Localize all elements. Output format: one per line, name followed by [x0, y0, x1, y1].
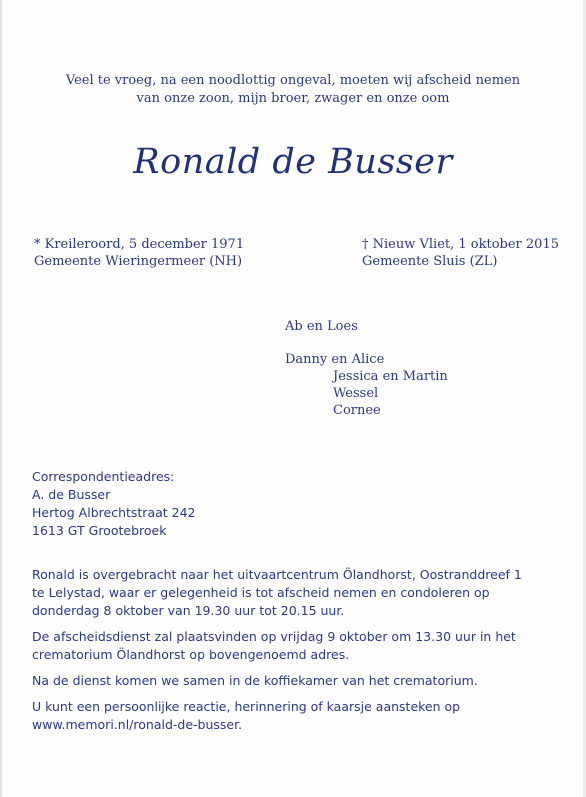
paragraph-gathering	[32, 672, 532, 690]
birth-municipality: Gemeente Wieringermeer (NH)	[34, 254, 243, 269]
family-child: Jessica en Martin	[333, 369, 448, 384]
text-line: te Lelystad, waar er gelegenheid is tot afscheid nemen en condoleren op	[32, 585, 490, 600]
text-line: crematorium Ölandhorst op bovengenoemd adres.	[32, 647, 350, 662]
paragraph-reaction	[32, 698, 532, 734]
family-child: Wessel	[333, 386, 379, 401]
death-municipality: Gemeente Sluis (ZL)	[362, 254, 498, 269]
deceased-name: Ronald de Busser	[133, 142, 453, 182]
text-line: donderdag 8 oktober van 19.30 uur tot 20.15 uur.	[32, 603, 345, 618]
birth-place-date: * Kreileroord, 5 december 1971	[34, 237, 245, 252]
service-details	[32, 566, 532, 742]
family-child: Cornee	[333, 403, 381, 418]
paragraph-viewing	[32, 566, 532, 620]
correspondence-street: Hertog Albrechtstraat 242	[32, 505, 196, 520]
text-line: U kunt een persoonlijke reactie, herinnering of kaarsje aansteken op	[32, 699, 461, 714]
family-sibling: Danny en Alice	[285, 352, 385, 367]
paper-edge-left	[0, 0, 2, 797]
correspondence-label: Correspondentieadres:	[32, 469, 175, 484]
memorial-link[interactable]: www.memori.nl/ronald-de-busser.	[32, 717, 243, 732]
birth-info	[34, 236, 244, 270]
intro-text	[0, 72, 586, 108]
family-gap	[285, 335, 448, 351]
intro-line-2: van onze zoon, mijn broer, zwager en onze oom	[136, 91, 450, 106]
text-line: Na de dienst komen we samen in de koffiekamer van het crematorium.	[32, 673, 478, 688]
paragraph-service	[32, 628, 532, 664]
death-place-date: † Nieuw Vliet, 1 oktober 2015	[362, 237, 559, 252]
text-line: Ronald is overgebracht naar het uitvaartcentrum Ölandhorst, Oostranddreef 1	[32, 567, 522, 582]
text-line: De afscheidsdienst zal plaatsvinden op vrijdag 9 oktober om 13.30 uur in het	[32, 629, 516, 644]
family-list	[285, 318, 448, 419]
correspondence-address	[32, 468, 196, 540]
correspondence-name: A. de Busser	[32, 487, 111, 502]
intro-line-1: Veel te vroeg, na een noodlottig ongeval, moeten wij afscheid nemen	[65, 73, 521, 88]
correspondence-city: 1613 GT Grootebroek	[32, 523, 167, 538]
family-parents: Ab en Loes	[285, 319, 358, 334]
death-info	[362, 236, 559, 270]
